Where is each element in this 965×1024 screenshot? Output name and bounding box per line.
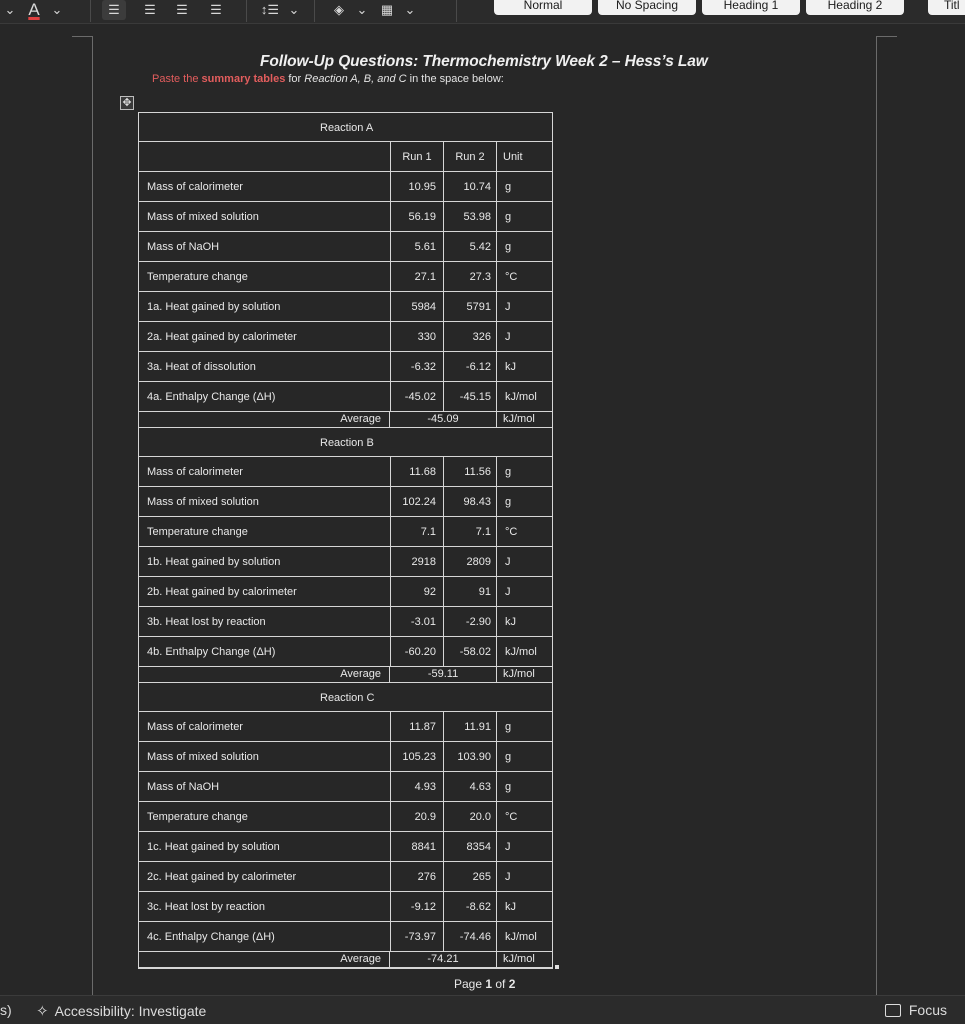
row-label: Mass of mixed solution — [147, 496, 259, 508]
table-row[interactable] — [139, 742, 552, 772]
cell-run-2[interactable]: 10.74 — [443, 172, 496, 201]
table-row[interactable] — [139, 322, 552, 352]
page-margin-top-right — [877, 36, 897, 37]
cell-unit[interactable]: °C — [496, 262, 553, 291]
style-heading-1[interactable]: Heading 1 — [702, 0, 800, 15]
cell-unit[interactable]: kJ — [496, 607, 553, 636]
table-row[interactable] — [139, 457, 552, 487]
average-row[interactable] — [139, 952, 552, 968]
align-center-icon[interactable]: ☰ — [144, 2, 156, 17]
cell-unit[interactable]: J — [496, 322, 553, 351]
cell-unit[interactable]: g — [496, 457, 553, 486]
row-label: 3b. Heat lost by reaction — [147, 616, 266, 628]
summary-table[interactable] — [138, 112, 553, 969]
cell-run-1[interactable]: 11.68 — [390, 457, 443, 486]
cell-run-2[interactable]: 4.63 — [443, 772, 496, 801]
align-right-icon[interactable]: ☰ — [176, 2, 188, 17]
row-label: 4b. Enthalpy Change (ΔH) — [147, 646, 276, 658]
reaction-title-text: Reaction A — [320, 122, 374, 134]
cell-unit[interactable]: kJ — [496, 892, 553, 921]
row-label: Mass of calorimeter — [147, 721, 243, 733]
row-label: 4a. Enthalpy Change (ΔH) — [147, 391, 276, 403]
table-row[interactable] — [139, 607, 552, 637]
average-label: Average — [139, 667, 390, 682]
average-value[interactable]: -45.09 — [427, 413, 459, 425]
cell-run-2[interactable]: 53.98 — [443, 202, 496, 231]
reaction-title — [139, 683, 552, 712]
cell-run-1[interactable]: 56.19 — [390, 202, 443, 231]
cell-run-1[interactable]: 92 — [390, 577, 443, 606]
row-label: Mass of NaOH — [147, 241, 220, 253]
style-heading-2[interactable]: Heading 2 — [806, 0, 904, 15]
table-row[interactable] — [139, 637, 552, 667]
table-row[interactable] — [139, 262, 552, 292]
cell-unit[interactable]: J — [496, 577, 553, 606]
page-number: Page 1 of 2 — [454, 977, 516, 991]
row-label: 3a. Heat of dissolution — [147, 361, 256, 373]
cell-run-2[interactable]: -45.15 — [443, 382, 496, 411]
accessibility-button[interactable] — [36, 1002, 206, 1020]
toolbar-divider — [456, 0, 457, 22]
table-row[interactable] — [139, 382, 552, 412]
cell-unit[interactable]: g — [496, 202, 553, 231]
accessibility-label: Accessibility: Investigate — [54, 1003, 207, 1019]
cell-unit[interactable]: kJ — [496, 352, 553, 381]
cell-run-1[interactable]: 5.61 — [390, 232, 443, 261]
row-label: 1b. Heat gained by solution — [147, 556, 281, 568]
row-label: 2b. Heat gained by calorimeter — [147, 586, 297, 598]
row-label: Temperature change — [147, 271, 248, 283]
cell-run-2[interactable]: -58.02 — [443, 637, 496, 666]
cell-run-1[interactable]: 105.23 — [390, 742, 443, 771]
cell-run-1[interactable]: -60.20 — [390, 637, 443, 666]
font-color-button[interactable] — [22, 0, 46, 20]
page-title: Follow-Up Questions: Thermochemistry Week 2 – Hess’s Law — [260, 53, 708, 70]
justify-icon[interactable]: ☰ — [210, 2, 222, 17]
table-row[interactable] — [139, 772, 552, 802]
cell-run-1[interactable]: -73.97 — [390, 922, 443, 951]
row-label: Mass of calorimeter — [147, 181, 243, 193]
toolbar-divider — [90, 0, 91, 22]
average-unit[interactable]: kJ/mol — [496, 412, 553, 427]
cell-run-1[interactable]: 10.95 — [390, 172, 443, 201]
table-row[interactable] — [139, 292, 552, 322]
cell-run-1[interactable]: 7.1 — [390, 517, 443, 546]
cell-run-1[interactable]: -6.32 — [390, 352, 443, 381]
chevron-down-icon[interactable]: ⌄ — [288, 2, 300, 17]
cell-run-1[interactable]: 2918 — [390, 547, 443, 576]
align-left-icon[interactable]: ☰ — [102, 0, 126, 20]
ribbon-toolbar — [0, 0, 965, 24]
status-bar — [0, 995, 965, 1024]
cell-run-1[interactable]: 102.24 — [390, 487, 443, 516]
toolbar-divider — [246, 0, 247, 22]
cell-run-1[interactable]: 276 — [390, 862, 443, 891]
cell-run-1[interactable]: 20.9 — [390, 802, 443, 831]
cell-run-2[interactable]: 103.90 — [443, 742, 496, 771]
table-header-row — [139, 142, 552, 172]
table-row[interactable] — [139, 232, 552, 262]
cell-run-2[interactable]: -6.12 — [443, 352, 496, 381]
row-label: Mass of mixed solution — [147, 751, 259, 763]
cell-unit[interactable]: J — [496, 862, 553, 891]
average-row[interactable] — [139, 412, 552, 428]
cell-run-1[interactable]: -3.01 — [390, 607, 443, 636]
row-label: Temperature change — [147, 526, 248, 538]
instruction-italic: Reaction A, B, and C — [304, 73, 407, 85]
table-row[interactable] — [139, 547, 552, 577]
row-label: 1c. Heat gained by solution — [147, 841, 280, 853]
cell-unit[interactable]: g — [496, 712, 553, 741]
cell-unit[interactable]: g — [496, 232, 553, 261]
toolbar-divider — [314, 0, 315, 22]
row-label: 1a. Heat gained by solution — [147, 301, 281, 313]
cell-run-2[interactable]: 2809 — [443, 547, 496, 576]
cell-unit[interactable]: kJ/mol — [496, 637, 553, 666]
page-margin-left — [92, 36, 93, 1007]
chevron-down-icon[interactable]: ⌄ — [356, 2, 368, 17]
average-label: Average — [139, 412, 390, 427]
cell-unit[interactable]: °C — [496, 517, 553, 546]
reaction-title-text: Reaction C — [320, 692, 375, 704]
table-row[interactable] — [139, 517, 552, 547]
average-value[interactable]: -59.11 — [427, 668, 459, 680]
average-label: Average — [139, 952, 390, 967]
style-no-spacing[interactable]: No Spacing — [598, 0, 696, 15]
table-row[interactable] — [139, 202, 552, 232]
focus-label: Focus — [908, 1002, 947, 1018]
row-label: 3c. Heat lost by reaction — [147, 901, 266, 913]
instruction-suffix: in the space below: — [406, 73, 504, 85]
instruction-highlight: summary tables — [201, 73, 286, 85]
cell-unit[interactable]: J — [496, 292, 553, 321]
row-label: Mass of mixed solution — [147, 211, 259, 223]
cell-run-2[interactable]: 98.43 — [443, 487, 496, 516]
instruction-text — [152, 73, 504, 85]
header-run-2: Run 2 — [443, 142, 496, 171]
cell-run-1[interactable]: 5984 — [390, 292, 443, 321]
page-margin-right — [876, 36, 877, 1007]
table-row[interactable] — [139, 922, 552, 952]
cell-unit[interactable]: g — [496, 172, 553, 201]
reaction-title-text: Reaction B — [320, 437, 374, 449]
cell-unit[interactable]: kJ/mol — [496, 382, 553, 411]
cell-run-1[interactable]: 4.93 — [390, 772, 443, 801]
reaction-title — [139, 113, 552, 142]
focus-button[interactable] — [885, 1002, 947, 1018]
borders-icon[interactable]: ▦ — [380, 2, 394, 17]
table-row[interactable] — [139, 862, 552, 892]
dropdown-arrow-icon[interactable]: ⌄ — [4, 2, 16, 17]
table-row[interactable] — [139, 172, 552, 202]
cell-run-2[interactable]: -2.90 — [443, 607, 496, 636]
cell-run-2[interactable]: 27.3 — [443, 262, 496, 291]
chevron-down-icon[interactable]: ⌄ — [404, 2, 416, 17]
status-fragment: s) — [0, 1002, 12, 1018]
style-title[interactable]: Titl — [928, 0, 965, 15]
instruction-middle: for — [285, 73, 305, 85]
cell-run-1[interactable]: 27.1 — [390, 262, 443, 291]
cell-run-2[interactable]: 20.0 — [443, 802, 496, 831]
header-run-1: Run 1 — [390, 142, 443, 171]
table-row[interactable] — [139, 832, 552, 862]
cell-run-2[interactable]: 7.1 — [443, 517, 496, 546]
cell-run-2[interactable]: 265 — [443, 862, 496, 891]
instruction-prefix: Paste the — [152, 73, 202, 85]
row-label: Mass of calorimeter — [147, 466, 243, 478]
style-normal[interactable]: Normal — [494, 0, 592, 15]
table-row[interactable] — [139, 577, 552, 607]
cell-run-2[interactable]: 326 — [443, 322, 496, 351]
row-label: 2a. Heat gained by calorimeter — [147, 331, 297, 343]
table-row[interactable] — [139, 712, 552, 742]
cell-run-1[interactable]: 330 — [390, 322, 443, 351]
cell-run-2[interactable]: -8.62 — [443, 892, 496, 921]
table-move-handle-icon[interactable]: ✥ — [120, 96, 134, 110]
row-label: 2c. Heat gained by calorimeter — [147, 871, 297, 883]
cell-unit[interactable]: g — [496, 487, 553, 516]
cell-run-2[interactable]: 91 — [443, 577, 496, 606]
table-row[interactable] — [139, 892, 552, 922]
cell-unit[interactable]: g — [496, 742, 553, 771]
cell-run-1[interactable]: -45.02 — [390, 382, 443, 411]
cell-run-1[interactable]: 11.87 — [390, 712, 443, 741]
row-label: Mass of NaOH — [147, 781, 220, 793]
table-row[interactable] — [139, 802, 552, 832]
row-label: Temperature change — [147, 811, 248, 823]
cell-run-2[interactable]: 11.56 — [443, 457, 496, 486]
average-unit[interactable]: kJ/mol — [496, 952, 553, 967]
cell-unit[interactable]: g — [496, 772, 553, 801]
table-row[interactable] — [139, 487, 552, 517]
cell-run-2[interactable]: 11.91 — [443, 712, 496, 741]
focus-icon — [885, 1004, 901, 1017]
table-resize-handle[interactable] — [555, 965, 559, 969]
accessibility-icon: ✧ — [36, 1003, 49, 1020]
cell-run-1[interactable]: -9.12 — [390, 892, 443, 921]
average-unit[interactable]: kJ/mol — [496, 667, 553, 682]
reaction-title — [139, 428, 552, 457]
cell-run-2[interactable]: 8354 — [443, 832, 496, 861]
cell-unit[interactable]: °C — [496, 802, 553, 831]
average-row[interactable] — [139, 667, 552, 683]
cell-run-2[interactable]: -74.46 — [443, 922, 496, 951]
row-label: 4c. Enthalpy Change (ΔH) — [147, 931, 275, 943]
cell-unit[interactable]: kJ/mol — [496, 922, 553, 951]
cell-run-1[interactable]: 8841 — [390, 832, 443, 861]
shading-icon[interactable]: ◈ — [334, 2, 344, 17]
average-value[interactable]: -74.21 — [427, 953, 459, 965]
table-row[interactable] — [139, 352, 552, 382]
cell-unit[interactable]: J — [496, 832, 553, 861]
cell-unit[interactable]: J — [496, 547, 553, 576]
header-unit: Unit — [496, 142, 553, 171]
cell-run-2[interactable]: 5791 — [443, 292, 496, 321]
line-spacing-icon[interactable]: ↕☰ — [260, 2, 280, 17]
chevron-down-icon[interactable]: ⌄ — [51, 2, 63, 17]
font-color-letter: A — [28, 0, 40, 19]
page-margin-top-left — [72, 36, 92, 37]
cell-run-2[interactable]: 5.42 — [443, 232, 496, 261]
